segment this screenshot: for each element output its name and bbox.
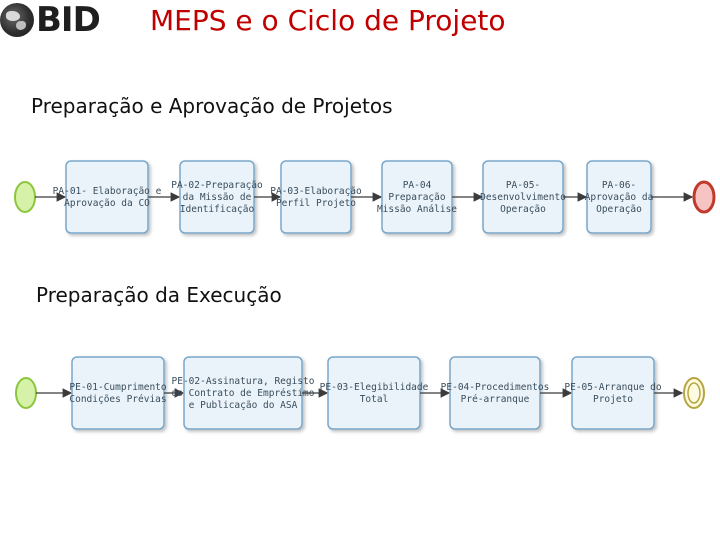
logo-text: BID	[36, 0, 100, 40]
process-step-label: Total	[359, 394, 389, 405]
bid-logo	[0, 2, 100, 38]
page-title: MEPS e o Ciclo de Projeto	[150, 4, 506, 37]
process-step-label: PA-05-	[505, 180, 541, 191]
start-event	[16, 378, 36, 408]
process-step-label: da Missão de	[182, 192, 252, 203]
process-step[interactable]	[320, 357, 429, 429]
process-step-label: Preparação	[388, 192, 446, 203]
process-step-label: Aprovação da	[584, 192, 654, 203]
flow-diagram-preparacao-aprovacao	[0, 150, 720, 245]
process-step-label: PE-03-Elegibilidade	[319, 382, 429, 393]
process-step-label: PE-01-Cumprimento	[69, 382, 167, 393]
process-step-label: PE-05-Arranque do	[564, 382, 662, 393]
process-step-label: Operação	[596, 204, 642, 215]
process-step[interactable]	[69, 357, 167, 429]
process-step[interactable]	[171, 161, 263, 233]
process-step-label: Identificação	[179, 204, 255, 215]
end-event	[694, 182, 714, 212]
process-step-label: PA-03-Elaboração	[270, 186, 362, 197]
process-step[interactable]	[441, 357, 550, 429]
process-step[interactable]	[377, 161, 457, 233]
process-step[interactable]	[172, 357, 315, 429]
process-step-label: Missão Análise	[376, 204, 458, 215]
flow-diagram-preparacao-execucao	[0, 345, 720, 440]
process-step-label: PE-04-Procedimentos	[440, 382, 550, 393]
process-step-label: Perfil Projeto	[275, 198, 357, 209]
process-box[interactable]	[281, 161, 351, 233]
process-box[interactable]	[572, 357, 654, 429]
process-step-label: PA-01- Elaboração e	[52, 186, 162, 197]
globe-icon	[0, 3, 34, 37]
process-step-label: Condições Prévias	[69, 394, 167, 405]
start-event	[15, 182, 35, 212]
section-title-preparacao-aprovacao: Preparação e Aprovação de Projetos	[31, 94, 393, 118]
process-step[interactable]	[480, 161, 566, 233]
process-step[interactable]	[564, 357, 662, 429]
section-title-preparacao-execucao: Preparação da Execução	[36, 283, 282, 307]
process-box[interactable]	[450, 357, 540, 429]
process-step-label: PA-02-Preparação	[171, 180, 263, 191]
process-step[interactable]	[270, 161, 362, 233]
process-step-label: Projeto	[592, 394, 634, 405]
process-step-label: do Contrato de Empréstimo	[171, 388, 315, 399]
process-step-label: Operação	[500, 204, 546, 215]
process-step-label: PA-04	[402, 180, 432, 191]
process-step-label: PE-02-Assinatura, Registo	[171, 376, 315, 387]
process-box[interactable]	[328, 357, 420, 429]
process-box[interactable]	[66, 161, 148, 233]
process-step-label: Pré-arranque	[460, 394, 530, 405]
process-step-label: e Publicação do ASA	[188, 400, 298, 411]
process-step-label: Desenvolvimento	[480, 192, 566, 203]
process-step-label: Aprovação da CO	[64, 198, 150, 209]
process-box[interactable]	[72, 357, 164, 429]
process-step[interactable]	[585, 161, 654, 233]
process-step-label: PA-06-	[601, 180, 637, 191]
process-step[interactable]	[53, 161, 162, 233]
